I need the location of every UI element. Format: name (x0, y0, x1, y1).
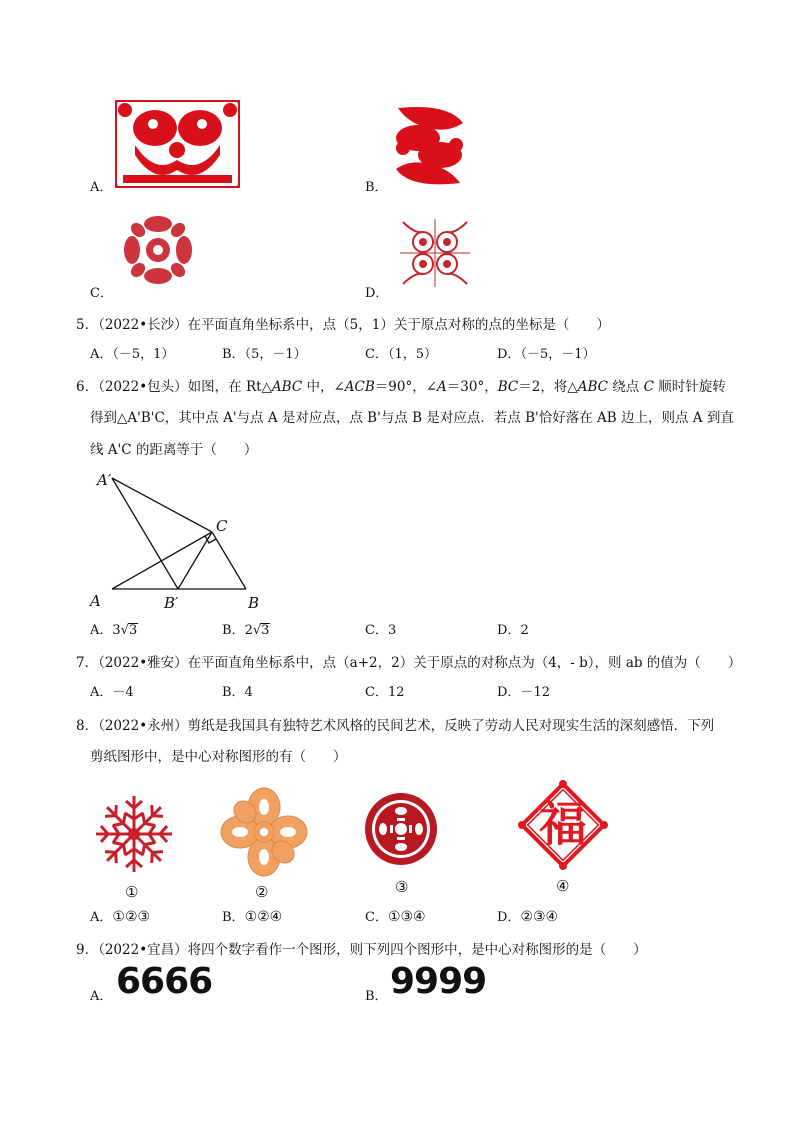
q6-stem-part: ＝90°，∠ (374, 379, 438, 395)
q7-option-d-label: D． (497, 685, 521, 700)
q8-figure-3-round (363, 791, 439, 867)
q6-option-b-coef: 2 (244, 623, 253, 638)
q4-option-c-label: C． (90, 286, 113, 301)
q6-stem-part: 中，∠ (302, 379, 345, 395)
q6-option-d-label: D． (497, 623, 521, 638)
q8-figure-4-fu (514, 776, 612, 874)
q6-option-d-text: 2 (520, 623, 529, 638)
q7-option-a-text: －4 (112, 685, 134, 700)
q7-option-d (497, 683, 550, 703)
q8-figure-4-number: ④ (556, 877, 570, 895)
segment-c-b (212, 532, 246, 589)
q6-stem-part: ＝30°， (446, 379, 498, 395)
q6-stem-part: ＝2，将△ (518, 379, 578, 395)
q4-option-d-image (395, 214, 475, 292)
q6-option-b-label: B． (222, 623, 245, 638)
q6-option-c (365, 621, 396, 641)
q8-figure-1-snowflake (92, 792, 176, 876)
q8-option-d (497, 907, 558, 928)
q9-stem: 9．（2022•宜昌）将四个数字看作一个图形，则下列四个图形中，是中心对称图形的是（ ） (76, 942, 647, 958)
q4-option-a-image (115, 100, 240, 188)
q6-stem-part: 顺时针旋转 (653, 379, 726, 395)
q6-stem-part: BC (497, 379, 519, 395)
q8-figure-1-number: ① (125, 883, 139, 901)
q8-option-a (90, 907, 150, 928)
q7-option-c (365, 683, 405, 703)
q7-option-b-label: B． (222, 685, 245, 700)
q8-figure-3-number: ③ (395, 878, 409, 896)
q5-option-c-label: C． (365, 347, 388, 362)
sqrt-icon: √ (252, 623, 262, 638)
q7-option-c-text: 12 (387, 685, 405, 700)
q5-option-d-text: （－5，－1） (520, 347, 596, 362)
q5-option-a-label: A． (90, 347, 113, 362)
segment-a-prime-c (112, 478, 212, 532)
q6-stem-part: ACB (344, 379, 375, 395)
q9-option-a-digits: 6666 (116, 961, 213, 1002)
q8-option-b-label: B． (222, 910, 245, 925)
q8-option-c (365, 907, 426, 928)
q6-option-a (90, 621, 138, 641)
q8-figure-2-number: ② (255, 883, 269, 901)
label-a: A (90, 592, 101, 610)
q8-stem-line1: 8．（2022•永州）剪纸是我国具有独特艺术风格的民间艺术，反映了劳动人民对现实生活的深刻感悟．下列 (76, 718, 715, 734)
q5-stem: 5．（2022•长沙）在平面直角坐标系中，点（5，1）关于原点对称的点的坐标是（ ） (76, 317, 610, 333)
label-c: C (216, 517, 228, 535)
q6-option-a-label: A． (90, 623, 113, 638)
q7-option-d-text: －12 (520, 685, 550, 700)
label-b-prime: B′ (164, 594, 179, 612)
q9-option-a-label: A． (90, 989, 113, 1004)
q6-stem-part: 6．（2022•包头）如图，在 Rt△ (76, 379, 272, 395)
q8-option-b-text: ①②④ (244, 909, 283, 925)
q4-option-a-label: A． (90, 180, 113, 195)
sqrt-icon: √ (120, 623, 129, 638)
q4-option-c-image (118, 210, 198, 290)
q5-option-c-text: （1，5） (387, 347, 437, 362)
q5-option-b-label: B． (222, 347, 245, 362)
q6-stem-part: 绕点 (607, 379, 644, 395)
q8-option-d-label: D． (497, 910, 521, 925)
q6-option-d (497, 621, 529, 641)
q8-option-d-text: ②③④ (520, 909, 559, 925)
q6-option-a-radicand: 3 (128, 623, 138, 638)
q6-stem-part: ABC (271, 379, 303, 395)
q5-option-c (365, 345, 437, 365)
q7-stem: 7．（2022•雅安）在平面直角坐标系中，点（a+2，2）关于原点的对称点为（4，- b），则 ab 的值为（ ） (76, 655, 742, 671)
q4-option-d-label: D． (365, 286, 389, 301)
label-a-prime: A′ (97, 471, 112, 489)
q7-option-b-text: 4 (244, 685, 253, 700)
q7-option-a-label: A． (90, 685, 113, 700)
q5-option-b-text: （5，－1） (244, 347, 307, 362)
q6-stem-part: ABC (577, 379, 608, 395)
q6-option-a-coef: 3 (112, 623, 121, 638)
q5-option-d-label: D． (497, 347, 521, 362)
q4-option-b-image (388, 103, 470, 189)
q6-option-b-radicand: 3 (261, 623, 270, 638)
q6-option-b (222, 621, 270, 641)
label-b: B (248, 594, 260, 612)
q7-option-c-label: C． (365, 685, 388, 700)
q6-stem-line3: 线 A'C 的距离等于（ ） (90, 442, 258, 458)
q8-option-b (222, 907, 282, 928)
q4-option-b-label: B． (365, 180, 388, 195)
q5-option-a-text: （－5，1） (112, 347, 175, 362)
segment-a-c (112, 532, 212, 589)
q5-option-d (497, 345, 595, 365)
fu-character: 福 (538, 796, 587, 852)
q8-stem-line2: 剪纸图形中，是中心对称图形的有（ ） (90, 749, 347, 765)
q8-option-a-text: ①②③ (112, 909, 151, 925)
q7-option-a (90, 683, 134, 703)
q8-figure-2-flower (220, 787, 308, 877)
q8-option-a-label: A． (90, 910, 113, 925)
q6-triangle-figure (88, 465, 268, 615)
q8-option-c-label: C． (365, 910, 388, 925)
q7-option-b (222, 683, 253, 703)
segment-a-prime-b-prime (112, 478, 178, 589)
q6-stem-line1 (76, 377, 726, 397)
q6-option-c-label: C． (365, 623, 388, 638)
q6-stem-part: C (643, 379, 654, 395)
q9-option-b-digits: 9999 (390, 961, 487, 1002)
q6-stem-line2: 得到△A'B'C，其中点 A'与点 A 是对应点，点 B'与点 B 是对应点．若点 B'恰好落在 AB 边上，则点 A 到直 (90, 410, 734, 426)
q6-option-c-text: 3 (387, 623, 397, 638)
q5-option-b (222, 345, 307, 365)
q9-option-b-label: B． (365, 989, 388, 1004)
q6-stem-part: A (437, 379, 447, 395)
q5-option-a (90, 345, 174, 365)
q8-option-c-text: ①③④ (387, 909, 426, 925)
